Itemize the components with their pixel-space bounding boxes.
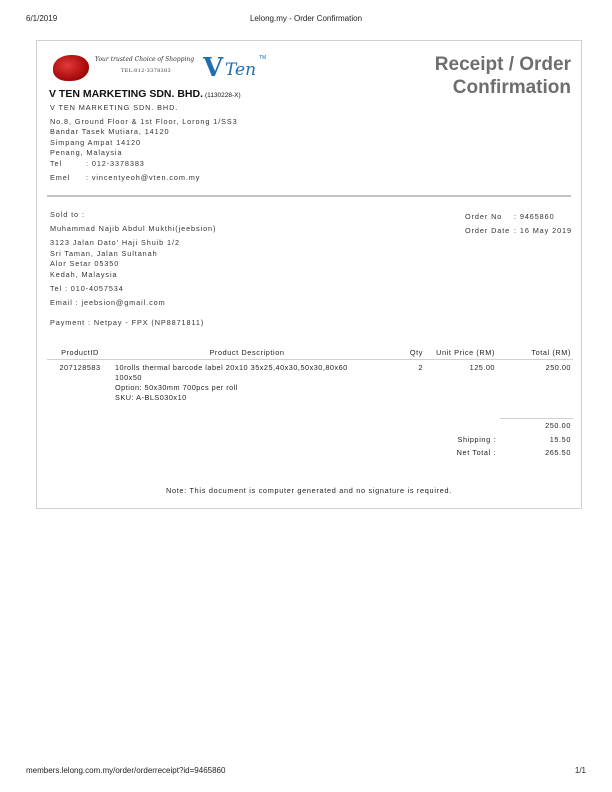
company-tel-label: Tel <box>50 158 63 168</box>
subtotal: 250.00 <box>500 418 573 433</box>
net-total-row <box>437 446 573 459</box>
item-desc-option: Option: 50x30mm 700pcs per roll <box>115 383 238 392</box>
col-header-total: Total (RM) <box>497 347 573 360</box>
item-desc-line: 100x50 <box>115 373 142 382</box>
company-name-upper: V TEN MARKETING SDN. BHD. <box>50 103 179 112</box>
shipping-amount: 15.50 <box>549 435 571 444</box>
company-address-line: No.8, Ground Floor & 1st Floor, Lorong 1/SS3 <box>50 116 238 126</box>
order-date-row <box>465 224 572 238</box>
company-name <box>49 88 241 100</box>
document-title-line2: Confirmation <box>452 77 571 98</box>
company-email: : vincentyeoh@vten.com.my <box>86 172 201 182</box>
item-desc-sku: SKU: A-BLS030x10 <box>115 393 187 402</box>
shipping-row <box>437 433 573 446</box>
print-url: members.lelong.com.my/order/orderreceipt?id=9465860 <box>26 766 226 775</box>
order-no-label: Order No <box>465 212 503 221</box>
company-details <box>50 103 238 183</box>
company-email-row <box>50 173 238 184</box>
order-date-label: Order Date <box>465 226 511 235</box>
vten-logo-text: Ten <box>225 60 257 80</box>
print-header <box>26 14 586 26</box>
item-total: 250.00 <box>545 363 571 372</box>
company-email-label: Emel <box>50 172 71 182</box>
net-total-label: Net Total : <box>456 448 496 457</box>
order-items-table <box>47 347 573 403</box>
item-description <box>113 360 381 404</box>
order-meta <box>465 210 572 238</box>
print-page-number: 1/1 <box>574 766 586 775</box>
company-name-text: V TEN MARKETING SDN. BHD. <box>49 88 204 100</box>
customer-tel: Tel : 010-4057534 <box>50 284 124 294</box>
company-reg-no: (1130228-X) <box>205 92 241 99</box>
item-product-id: 207128583 <box>59 363 101 372</box>
col-header-qty: Qty <box>381 347 425 360</box>
print-date: 6/1/2019 <box>26 14 58 23</box>
table-row <box>47 360 573 404</box>
payment-method: Payment : Netpay - FPX (NP8871811) <box>50 317 205 327</box>
customer-address-line: Kedah, Malaysia <box>50 269 118 279</box>
item-qty: 2 <box>418 363 423 372</box>
customer-email: Email : jeebsion@gmail.com <box>50 298 166 308</box>
receipt-panel <box>36 40 582 509</box>
order-no-row <box>465 210 572 224</box>
document-title-line1: Receipt / Order <box>434 54 571 75</box>
company-address-line: Simpang Ampat 14120 <box>50 137 141 147</box>
company-address-line: Bandar Tasek Mutiara, 14120 <box>50 127 170 137</box>
sold-to-label: Sold to : <box>50 210 85 219</box>
order-date: : 16 May 2019 <box>514 226 572 235</box>
section-divider <box>47 195 571 197</box>
computer-generated-note: Note: This document is computer generated and no signature is required. <box>165 486 453 495</box>
logo-tagline: Your trusted Choice of Shopping <box>95 56 195 63</box>
item-unit-price: 125.00 <box>469 363 495 372</box>
sold-to-details <box>50 210 216 328</box>
company-address-line: Penang, Malaysia <box>50 148 123 158</box>
item-desc-line: 10rolls thermal barcode label 20x10 35x25,40x30,50x30,80x60 <box>115 363 348 372</box>
order-no: : 9465860 <box>514 212 555 221</box>
vten-v-glyph: V <box>203 53 224 83</box>
customer-address-line: Sri Taman, Jalan Sultanah <box>50 248 158 258</box>
col-header-description: Product Description <box>113 347 381 360</box>
col-header-product-id: ProductID <box>47 347 113 360</box>
document-title <box>401 53 571 99</box>
company-tel: : 012-3378383 <box>86 158 145 168</box>
logo-tagline-tel: TEL:012-3378383 <box>121 68 171 74</box>
company-tel-row <box>50 159 238 170</box>
order-totals <box>437 418 573 459</box>
shipping-label: Shipping : <box>457 435 496 444</box>
print-page-title: Lelong.my - Order Confirmation <box>249 14 363 23</box>
lelong-logo-badge <box>53 55 89 81</box>
print-footer <box>26 766 586 778</box>
customer-address-line: Alor Setar 05350 <box>50 259 120 269</box>
vten-logo <box>203 55 265 85</box>
table-header-row <box>47 347 573 360</box>
vten-tm-mark: TM <box>259 55 267 61</box>
company-logo <box>51 53 265 87</box>
col-header-unit-price: Unit Price (RM) <box>425 347 497 360</box>
customer-address-line: 3123 Jalan Dato' Haji Shuib 1/2 <box>50 238 180 248</box>
net-total-amount: 265.50 <box>545 448 571 457</box>
customer-name: Muhammad Najib Abdul Mukthi(jeebsion) <box>50 224 217 234</box>
